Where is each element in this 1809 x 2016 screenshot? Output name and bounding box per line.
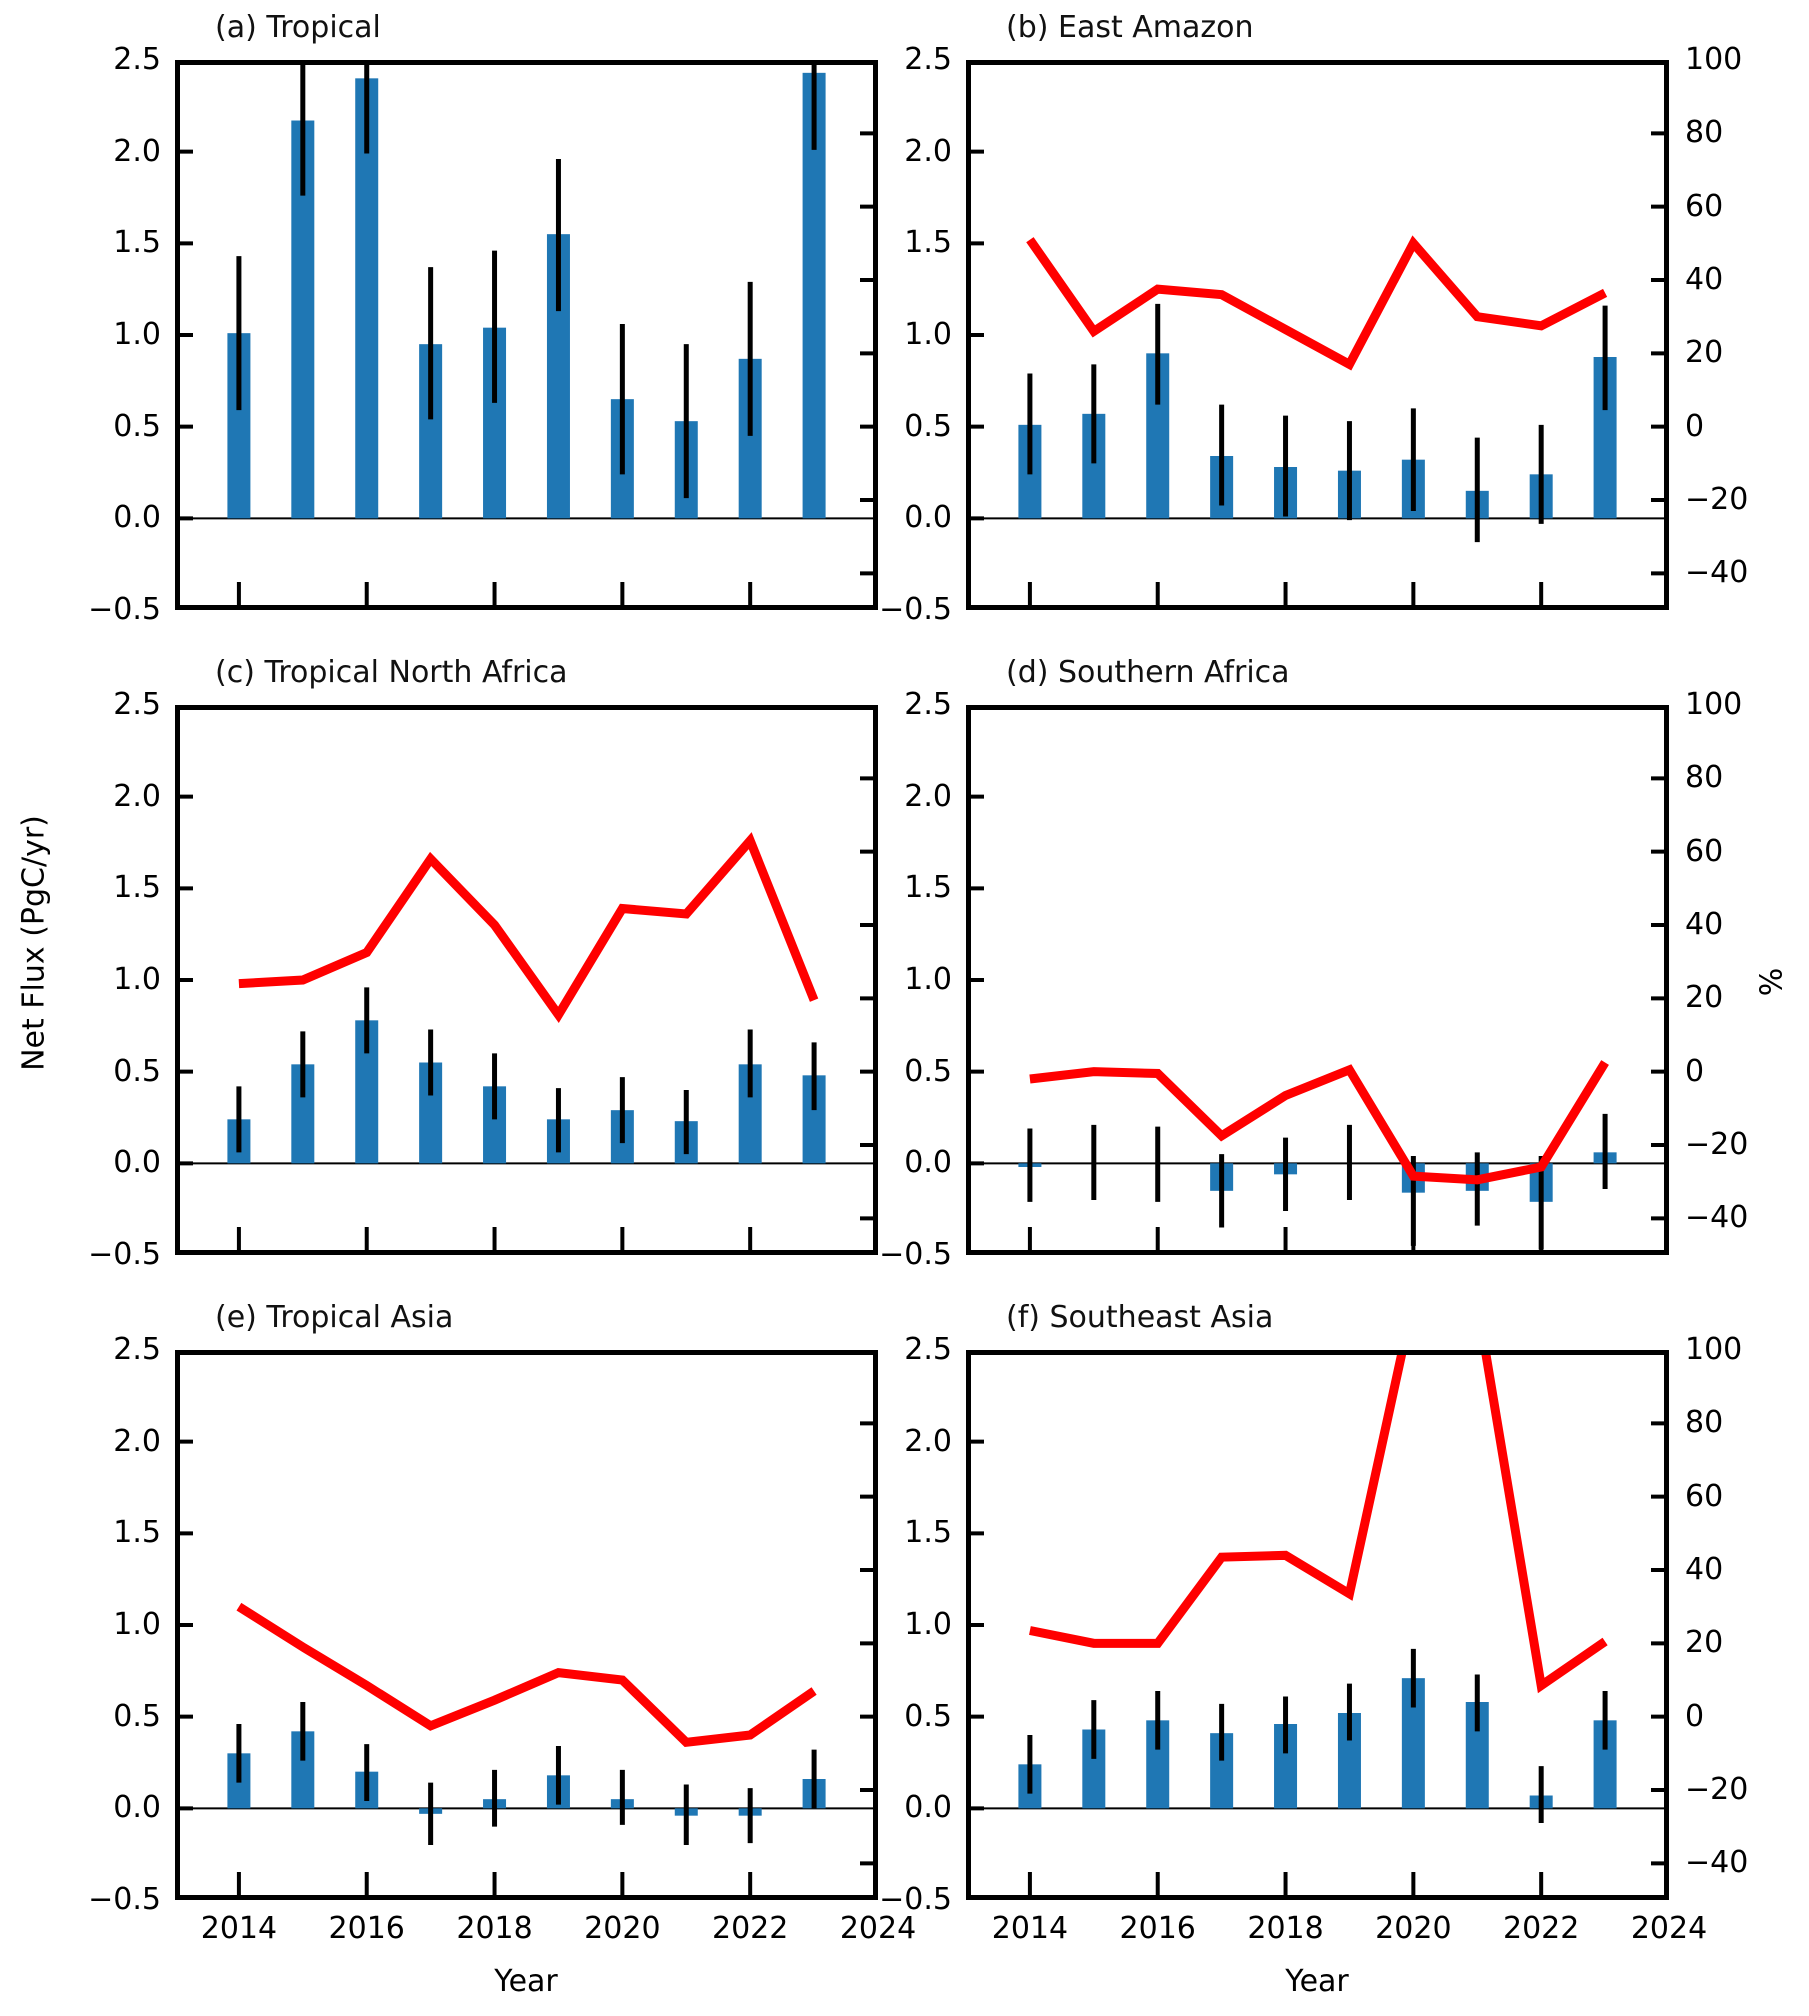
panel-tropical-asia-title: (e) Tropical Asia [215, 1300, 454, 1335]
y-tick-label-left: 1.5 [113, 1515, 161, 1551]
panel-tropical-title: (a) Tropical [215, 10, 381, 45]
y-tick-label-left: 1.5 [904, 870, 952, 906]
percent-line [239, 841, 814, 1015]
x-tick-label: 2022 [1502, 1911, 1580, 1946]
y-tick-label-right: 20 [1685, 1625, 1724, 1661]
axes-frame [969, 708, 1667, 1253]
y-tick-label-right: 20 [1685, 335, 1724, 371]
y-tick-label-left: 2.5 [113, 687, 161, 722]
y-tick-label-left: 2.5 [904, 42, 952, 77]
x-tick-label: 2014 [200, 1911, 278, 1946]
y-tick-label-left: 1.0 [113, 317, 161, 352]
x-tick-label: 2022 [711, 1911, 789, 1946]
y-tick-label-left: 0.0 [113, 1145, 161, 1181]
y-tick-label-left: 0.5 [113, 408, 161, 444]
y-tick-label-left: 0.0 [904, 1790, 952, 1826]
y-tick-label-right: 40 [1685, 262, 1724, 297]
y-tick-label-left: 1.0 [904, 962, 952, 997]
y-tick-label-right: −20 [1685, 1127, 1749, 1162]
y-tick-label-left: 2.5 [113, 1332, 161, 1367]
panel-tropical [88, 10, 878, 627]
y-axis-label-right: % [1754, 967, 1790, 997]
y-tick-label-right: −40 [1685, 1845, 1749, 1881]
y-tick-label-right: 60 [1685, 833, 1724, 869]
y-tick-label-right: 80 [1685, 1405, 1724, 1441]
percent-line [1030, 1350, 1605, 1686]
x-tick-label: 2020 [1375, 1911, 1452, 1946]
panel-tropical-north-africa [88, 655, 878, 1272]
y-tick-label-right: 80 [1685, 115, 1724, 151]
y-tick-label-right: 40 [1685, 1552, 1724, 1587]
panel-tropical-north-africa-plot [175, 705, 878, 1255]
y-tick-label-left: 2.0 [904, 1423, 952, 1459]
panel-tropical-north-africa-title: (c) Tropical North Africa [215, 655, 568, 690]
y-tick-label-left: 1.0 [113, 962, 161, 997]
panel-tropical-plot [175, 60, 878, 610]
percent-line [1030, 240, 1605, 365]
y-tick-label-left: −0.5 [88, 1237, 161, 1272]
x-tick-label: 2016 [328, 1911, 405, 1946]
percent-line [1030, 1063, 1605, 1180]
y-tick-label-left: 0.0 [904, 500, 952, 536]
y-tick-label-left: −0.5 [879, 1237, 952, 1272]
y-tick-label-left: 0.5 [904, 1053, 952, 1089]
panel-southeast-asia-plot [966, 1350, 1669, 1900]
axes-frame [178, 1353, 876, 1898]
panel-tropical-asia [88, 1300, 917, 1999]
y-tick-label-right: 20 [1685, 980, 1724, 1016]
y-tick-label-left: 0.0 [904, 1145, 952, 1181]
x-tick-label: 2018 [1247, 1911, 1324, 1946]
panel-east-amazon-plot [966, 60, 1669, 610]
y-tick-label-left: 1.5 [904, 225, 952, 261]
y-tick-label-right: 80 [1685, 760, 1724, 796]
y-tick-label-left: 1.0 [904, 1607, 952, 1642]
y-tick-label-left: 1.5 [904, 1515, 952, 1551]
panel-east-amazon-title: (b) East Amazon [1006, 10, 1254, 45]
panel-southeast-asia-title: (f) Southeast Asia [1006, 1300, 1274, 1335]
axes-frame [969, 63, 1667, 608]
x-axis-label: Year [1285, 1964, 1349, 1999]
y-tick-label-right: 100 [1685, 42, 1743, 77]
x-tick-label: 2016 [1119, 1911, 1196, 1946]
y-tick-label-left: 2.5 [113, 42, 161, 77]
y-tick-label-right: 100 [1685, 1332, 1743, 1367]
panel-east-amazon [879, 10, 1749, 627]
y-tick-label-right: 60 [1685, 188, 1724, 224]
y-tick-label-right: 60 [1685, 1478, 1724, 1514]
y-tick-label-left: 1.5 [113, 870, 161, 906]
y-tick-label-left: 2.5 [904, 1332, 952, 1367]
panel-tropical-asia-plot [175, 1350, 878, 1900]
y-tick-label-left: 2.5 [904, 687, 952, 722]
y-tick-label-left: −0.5 [88, 1882, 161, 1917]
x-tick-label: 2024 [839, 1911, 917, 1946]
y-tick-label-left: 0.0 [113, 1790, 161, 1826]
panel-southern-africa-title: (d) Southern Africa [1006, 655, 1290, 690]
y-tick-label-left: 1.5 [113, 225, 161, 261]
y-tick-label-left: 0.5 [904, 408, 952, 444]
y-tick-label-right: 100 [1685, 687, 1743, 722]
x-tick-label: 2014 [991, 1911, 1069, 1946]
y-tick-label-right: −20 [1685, 482, 1749, 517]
y-tick-label-right: 0 [1685, 1053, 1705, 1089]
y-tick-label-left: 1.0 [113, 1607, 161, 1642]
x-tick-label: 2018 [456, 1911, 533, 1946]
y-axis-label-left: Net Flux (PgC/yr) [16, 815, 52, 1071]
y-tick-label-right: 0 [1685, 1698, 1705, 1734]
y-tick-label-right: −40 [1685, 1200, 1749, 1236]
y-tick-label-left: 0.5 [113, 1698, 161, 1734]
y-tick-label-left: 2.0 [113, 133, 161, 169]
axes-frame [178, 63, 876, 608]
y-tick-label-left: 2.0 [904, 133, 952, 169]
x-tick-label: 2020 [584, 1911, 661, 1946]
y-tick-label-left: 0.0 [113, 500, 161, 536]
y-tick-label-left: −0.5 [879, 592, 952, 627]
percent-line [239, 1607, 814, 1743]
x-axis-label: Year [494, 1964, 558, 1999]
y-tick-label-left: −0.5 [88, 592, 161, 627]
y-tick-label-right: 40 [1685, 907, 1724, 942]
y-tick-label-left: 1.0 [904, 317, 952, 352]
x-tick-label: 2024 [1630, 1911, 1708, 1946]
y-tick-label-right: −20 [1685, 1772, 1749, 1807]
y-tick-label-right: −40 [1685, 555, 1749, 591]
y-tick-label-left: 0.5 [904, 1698, 952, 1734]
y-tick-label-left: 0.5 [113, 1053, 161, 1089]
y-tick-label-left: 2.0 [113, 778, 161, 814]
panel-southern-africa [879, 655, 1749, 1272]
panel-southeast-asia [879, 1300, 1749, 1999]
axes-frame [969, 1353, 1667, 1898]
y-tick-label-left: 2.0 [904, 778, 952, 814]
y-tick-label-left: 2.0 [113, 1423, 161, 1459]
y-tick-label-right: 0 [1685, 408, 1705, 444]
y-tick-label-left: −0.5 [879, 1882, 952, 1917]
panel-southern-africa-plot [966, 705, 1669, 1255]
